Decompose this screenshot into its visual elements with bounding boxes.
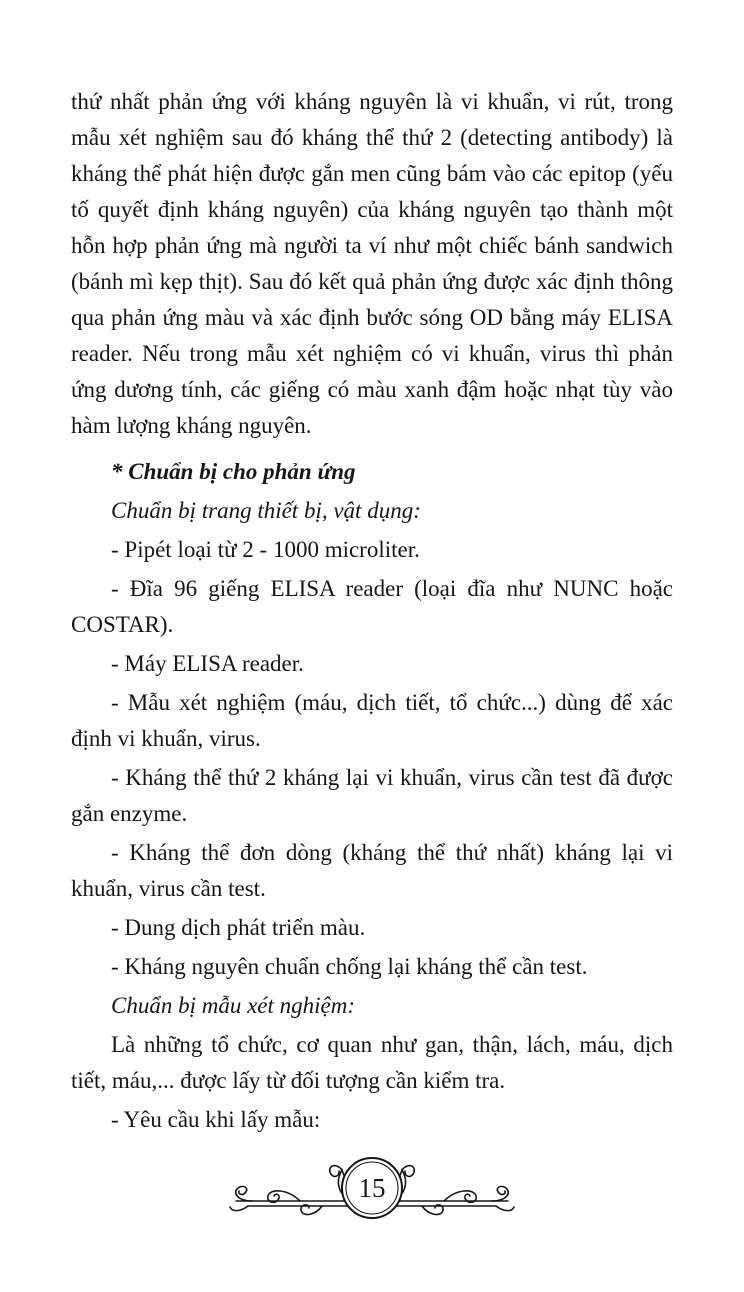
flourish-divider-icon [222,1146,522,1226]
list-item-monoclonal: - Kháng thể đơn dòng (kháng thể thứ nhất) kháng lại vi khuẩn, virus cần test. [71,840,673,901]
list-item-requirements: - Yêu cầu khi lấy mẫu: [111,1107,321,1132]
footer-ornament [222,1146,522,1226]
list-item-sample: - Mẫu xét nghiệm (máu, dịch tiết, tổ chức...) dùng để xác định vi khuẩn, virus. [71,690,673,751]
subheading-equipment: Chuẩn bị trang thiết bị, vật dụng: [111,498,421,523]
list-item-pipette: - Pipét loại từ 2 - 1000 microliter. [111,537,420,562]
specimen-paragraph: Là những tổ chức, cơ quan như gan, thận, lách, máu, dịch tiết, máu,... được lấy từ đối tượng cần kiểm tra. [71,1032,673,1093]
list-item-antibody2: - Kháng thể thứ 2 kháng lại vi khuẩn, virus cần test đã được gắn enzyme. [71,765,673,826]
section-heading: * Chuẩn bị cho phản ứng [111,459,356,484]
list-item-antigen: - Kháng nguyên chuẩn chống lại kháng thể cần test. [111,954,588,979]
body-paragraph: thứ nhất phản ứng với kháng nguyên là vi khuẩn, vi rút, trong mẫu xét nghiệm sau đó kháng thể thứ 2 (detecting antibody) là kháng thể phát hiện được gắn men cũng bám vào các epitop (yếu tố quyết định kháng nguyên) của kháng nguyên tạo thành một hỗn hợp phản ứng mà người ta ví như một chiếc bánh sandwich (bánh mì kẹp thịt). Sau đó kết quả phản ứng được xác định thông qua phản ứng màu và xác định bước sóng OD bằng máy ELISA reader. Nếu trong mẫu xét nghiệm có vi khuẩn, virus thì phản ứng dương tính, các giếng có màu xanh đậm hoặc nhạt tùy vào hàm lượng kháng nguyên. [71,89,673,438]
list-item-color-solution: - Dung dịch phát triển màu. [111,915,366,940]
list-item-reader: - Máy ELISA reader. [111,651,304,676]
list-item-plate: - Đĩa 96 giếng ELISA reader (loại đĩa như NUNC hoặc COSTAR). [71,576,673,637]
page-number: 15 [358,1173,386,1203]
page-content [71,84,673,1138]
subheading-specimen: Chuẩn bị mẫu xét nghiệm: [111,993,356,1018]
